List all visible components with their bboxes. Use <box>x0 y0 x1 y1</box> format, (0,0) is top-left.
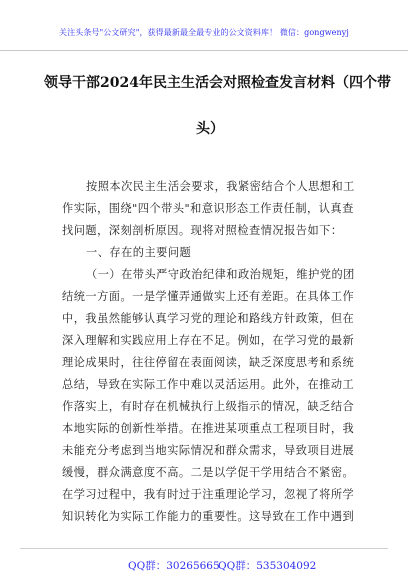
paragraph-line: （一）在带头严守政治纪律和政治规矩，维护党的团 <box>86 268 355 281</box>
paragraph-line: 总结，导致在实际工作中难以灵活运用。此外，在推动工 <box>62 378 355 391</box>
paragraph-line: 按照本次民主生活会要求，我紧密结合个人思想和工 <box>86 180 355 193</box>
paragraph-line: 中，我虽然能够认真学习党的理论和路线方针政策，但在 <box>62 312 355 325</box>
page-header <box>0 0 408 51</box>
paragraph-line: 深入理解和实践应用上存在不足。例如，在学习党的最新 <box>62 334 355 347</box>
qq-group-left: QQ群：30265665 <box>128 560 220 572</box>
footer-divider <box>20 548 388 549</box>
paragraph-line: 缓慢，群众满意度不高。二是以学促干学用结合不紧密。 <box>62 466 355 479</box>
paragraph-line: 未能充分考虑到当地实际情况和群众需求，导致项目进展 <box>62 444 355 457</box>
section-heading: 一、存在的主要问题 <box>86 246 192 259</box>
paragraph-line: 找问题，深刻剖析原因。现将对照检查情况报告如下： <box>62 224 343 237</box>
paragraph-line: 作实际，围绕"四个带头"和意识形态工作责任制，认真查 <box>62 202 354 215</box>
paragraph-line: 在学习过程中，我有时过于注重理论学习，忽视了将所学 <box>62 488 355 501</box>
paragraph-line: 本地实际的创新性举措。在推进某项重点工程项目时，我 <box>62 422 355 435</box>
paragraph-line: 知识转化为实际工作能力的重要性。这导致在工作中遇到 <box>62 510 355 523</box>
paragraph-line: 结统一方面。一是学懂弄通做实上还有差距。在具体工作 <box>62 290 355 303</box>
qq-group-right: QQ群：535304092 <box>218 560 317 572</box>
page-footer <box>0 548 408 580</box>
document-title-line-1: 领导干部2024年民主生活会对照检查发言材料（四个带 <box>44 75 391 91</box>
paragraph-line: 作落实上，有时存在机械执行上级指示的情况，缺乏结合 <box>62 400 355 413</box>
document-title-line-2: 头） <box>196 121 224 137</box>
paragraph-line: 理论成果时，往往停留在表面阅读，缺乏深度思考和系统 <box>62 356 355 369</box>
header-banner: 关注头条号"公文研究"，获得最新最全最专业的公文资料库！ 微信：gongwenyj <box>59 28 349 37</box>
